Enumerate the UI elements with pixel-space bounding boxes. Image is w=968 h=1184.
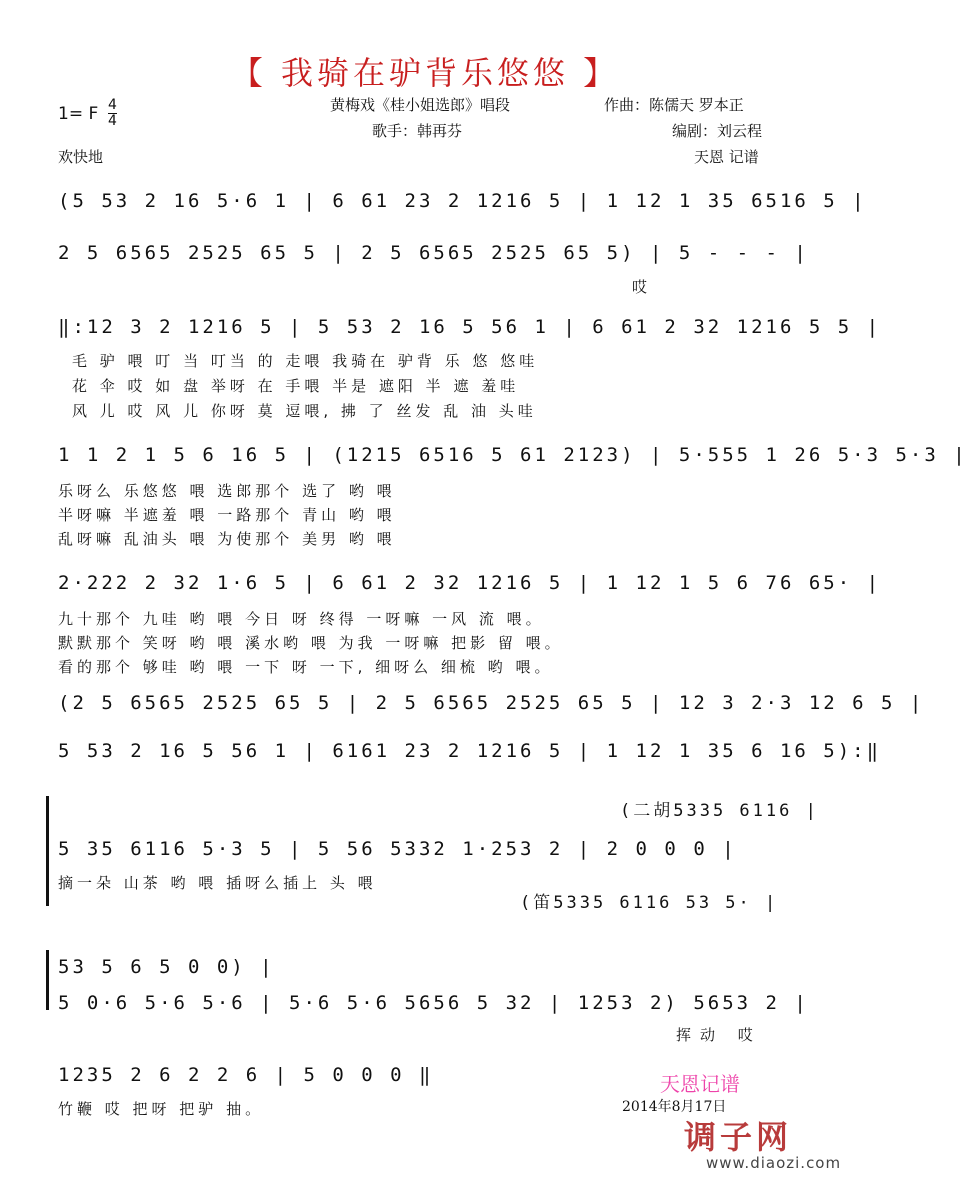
page-title: 【 我骑在驴背乐悠悠 】 xyxy=(230,54,620,92)
score-row-9: 53 5 6 5 0 0) | xyxy=(58,956,275,978)
score-row-8: 5 35 6116 5·3 5 | 5 56 5332 1·253 2 | 2 0 0 0 | xyxy=(58,838,737,860)
transcriber-stamp: 天恩记谱 xyxy=(660,1072,740,1096)
transcriber: 天恩 记谱 xyxy=(694,148,759,166)
score-row-1: (5 53 2 16 5·6 1 | 6 61 23 2 1216 5 | 1 12 1 35 6516 5 | xyxy=(58,190,867,212)
date: 2014年8月17日 xyxy=(622,1099,727,1115)
flute-part: (笛5335 6116 53 5· | xyxy=(520,893,779,913)
system-bracket-1 xyxy=(46,796,49,906)
score-row-10: 5 0·6 5·6 5·6 | 5·6 5·6 5656 5 32 | 1253 2) 5653 2 | xyxy=(58,992,809,1014)
score-row-11: 1235 2 6 2 2 6 | 5 0 0 0 ‖ xyxy=(58,1064,434,1086)
score-row-3: ‖:12 3 2 1216 5 | 5 53 2 16 5 56 1 | 6 61 2 32 1216 5 5 | xyxy=(58,316,882,338)
lyric-row-11: 竹鞭 哎 把呀 把驴 抽。 xyxy=(58,1100,265,1118)
lyric-row-4-verse-1: 乐呀么 乐悠悠 喂 选郎那个 选了 哟 喂 xyxy=(58,482,396,500)
composer: 作曲：陈儒天 罗本正 xyxy=(604,96,744,114)
tempo-marking: 欢快地 xyxy=(58,148,104,166)
lyric-row-3-verse-2: 花 伞 哎 如 盘 举呀 在 手喂 半是 遮阳 半 遮 羞哇 xyxy=(72,377,520,395)
score-row-7: 5 53 2 16 5 56 1 | 6161 23 2 1216 5 | 1 12 1 35 6 16 5):‖ xyxy=(58,740,882,762)
lyric-row-5-verse-2: 默默那个 笑呀 哟 喂 溪水哟 喂 为我 一呀嘛 把影 留 喂。 xyxy=(58,634,564,652)
lyric-row-3-verse-1: 毛 驴 喂 叮 当 叮当 的 走喂 我骑在 驴背 乐 悠 悠哇 xyxy=(72,352,539,370)
writer: 编剧：刘云程 xyxy=(672,122,763,140)
score-row-2: 2 5 6565 2525 65 5 | 2 5 6565 2525 65 5) | 5 - - - | xyxy=(58,242,809,264)
lyric-row-2: 哎 xyxy=(632,278,657,296)
lyric-row-8: 摘一朵 山茶 哟 喂 插呀么插上 头 喂 xyxy=(58,874,377,892)
score-row-6: (2 5 6565 2525 65 5 | 2 5 6565 2525 65 5 | 12 3 2·3 12 6 5 | xyxy=(58,692,925,714)
system-bracket-2 xyxy=(46,950,49,1010)
site-url: www.diaozi.com xyxy=(706,1154,842,1172)
lyric-row-4-verse-2: 半呀嘛 半遮羞 喂 一路那个 青山 哟 喂 xyxy=(58,506,396,524)
subtitle: 黄梅戏《桂小姐选郎》唱段 xyxy=(330,96,511,114)
lyric-row-5-verse-1: 九十那个 九哇 哟 喂 今日 呀 终得 一呀嘛 一风 流 喂。 xyxy=(58,610,545,628)
lyric-row-10: 挥动 哎 xyxy=(676,1026,762,1044)
site-watermark: 调子网 xyxy=(684,1118,793,1156)
key-signature: 1= F xyxy=(58,104,99,124)
erhu-part: (二胡5335 6116 | xyxy=(620,801,819,821)
lyric-row-3-verse-3: 风 儿 哎 风 儿 你呀 莫 逗喂, 拂 了 丝发 乱 油 头哇 xyxy=(72,402,537,420)
score-row-4: 1 1 2 1 5 6 16 5 | (1215 6516 5 61 2123) | 5·555 1 26 5·3 5·3 | xyxy=(58,444,968,466)
lyric-row-4-verse-3: 乱呀嘛 乱油头 喂 为使那个 美男 哟 喂 xyxy=(58,530,396,548)
score-row-5: 2·222 2 32 1·6 5 | 6 61 2 32 1216 5 | 1 12 1 5 6 76 65· | xyxy=(58,572,882,594)
lyric-row-5-verse-3: 看的那个 够哇 哟 喂 一下 呀 一下, 细呀么 细梳 哟 喂。 xyxy=(58,658,554,676)
singer: 歌手：韩再芬 xyxy=(372,122,463,140)
time-signature: $\frac{4}{4}$ xyxy=(108,97,117,129)
